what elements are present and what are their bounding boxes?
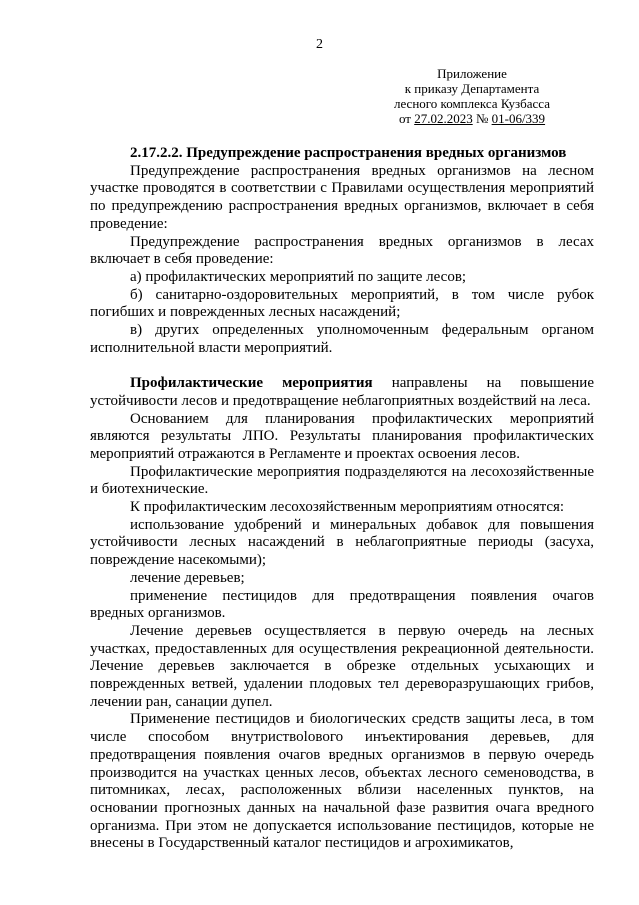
paragraph-6-bold: Профилактические мероприятия	[130, 375, 373, 392]
paragraph-12: применение пестицидов для предотвращения появления очагов вредных организмов.	[90, 587, 594, 622]
paragraph-14: Применение пестицидов и биологических средств защиты леса, в том числе способом внутриствolового инъектирования деревьев, для предотвращения появления очагов вредных организмов в первую очередь производится на участках ценных лесов, объектах лесного семеноводства, в питомниках, лесах, расположенных вблизи населенных пунктов, на основании прогнозных данных на начальной фазе развития очага вредного организма. При этом не допускается использование пестицидов, которые не внесены в Государственный каталог пестицидов и агрохимикатов,	[90, 711, 594, 852]
paragraph-8: Профилактические мероприятия подразделяются на лесохозяйственные и биотехнические.	[90, 463, 594, 498]
approval-number: 01-06/339	[491, 111, 546, 126]
paragraph-10: использование удобрений и минеральных добавок для повышения устойчивости лесных насаждений в неблагоприятные периоды (засуха, повреждение насекомыми);	[90, 516, 594, 569]
paragraph-2: Предупреждение распространения вредных организмов в лесах включает в себя проведение:	[90, 233, 594, 268]
approval-prefix: от	[398, 111, 411, 126]
paragraph-3: а) профилактических мероприятий по защите лесов;	[130, 268, 467, 285]
paragraph-4: б) санитарно-оздоровительных мероприятий, в том числе рубок погибших и поврежденных лесных насаждений;	[90, 286, 594, 321]
paragraph-9: К профилактическим лесохозяйственным мероприятиям относятся:	[130, 499, 565, 516]
approval-line-1: Приложение	[437, 66, 507, 81]
paragraph-6-rest: направлены на повышение устойчивости лесов и предотвращение неблагоприятных воздействий на леса.	[90, 375, 594, 409]
paragraph-11: лечение деревьев;	[130, 569, 245, 586]
paragraph-13: Лечение деревьев осуществляется в первую очередь на лесных участках, предоставленных для осуществления рекреационной деятельности. Лечение деревьев заключается в обрезке отдельных усыхающих и поврежденных ветвей, удалении плодовых тел дереворазрушающих грибов, лечении ран, санации дупел.	[90, 622, 594, 710]
approval-stamp	[372, 66, 572, 126]
section-heading: 2.17.2.2. Предупреждение распространения вредных организмов	[130, 145, 567, 161]
approval-line-2: к приказу Департамента	[404, 81, 540, 96]
paragraph-7: Основанием для планирования профилактических мероприятий являются результаты ЛПО. Результаты планирования профилактических мероприятий отражаются в Регламенте и проектах освоения лесов.	[90, 410, 594, 462]
approval-number-sign: №	[475, 111, 489, 126]
document-body	[90, 145, 594, 853]
paragraph-1: Предупреждение распространения вредных организмов на лесном участке проводятся в соответствии с Правилами осуществления мероприятий по предупреждению распространения вредных организмов, включает в себя проведение:	[90, 162, 594, 232]
approval-line-3: лесного комплекса Кузбасса	[393, 96, 551, 111]
paragraph-5: в) других определенных уполномоченным федеральным органом исполнительной власти мероприятий.	[90, 322, 594, 356]
approval-date: 27.02.2023	[414, 111, 473, 126]
paragraph-6	[90, 375, 594, 410]
approval-date-line	[372, 111, 572, 126]
page-number: 2	[316, 37, 323, 52]
